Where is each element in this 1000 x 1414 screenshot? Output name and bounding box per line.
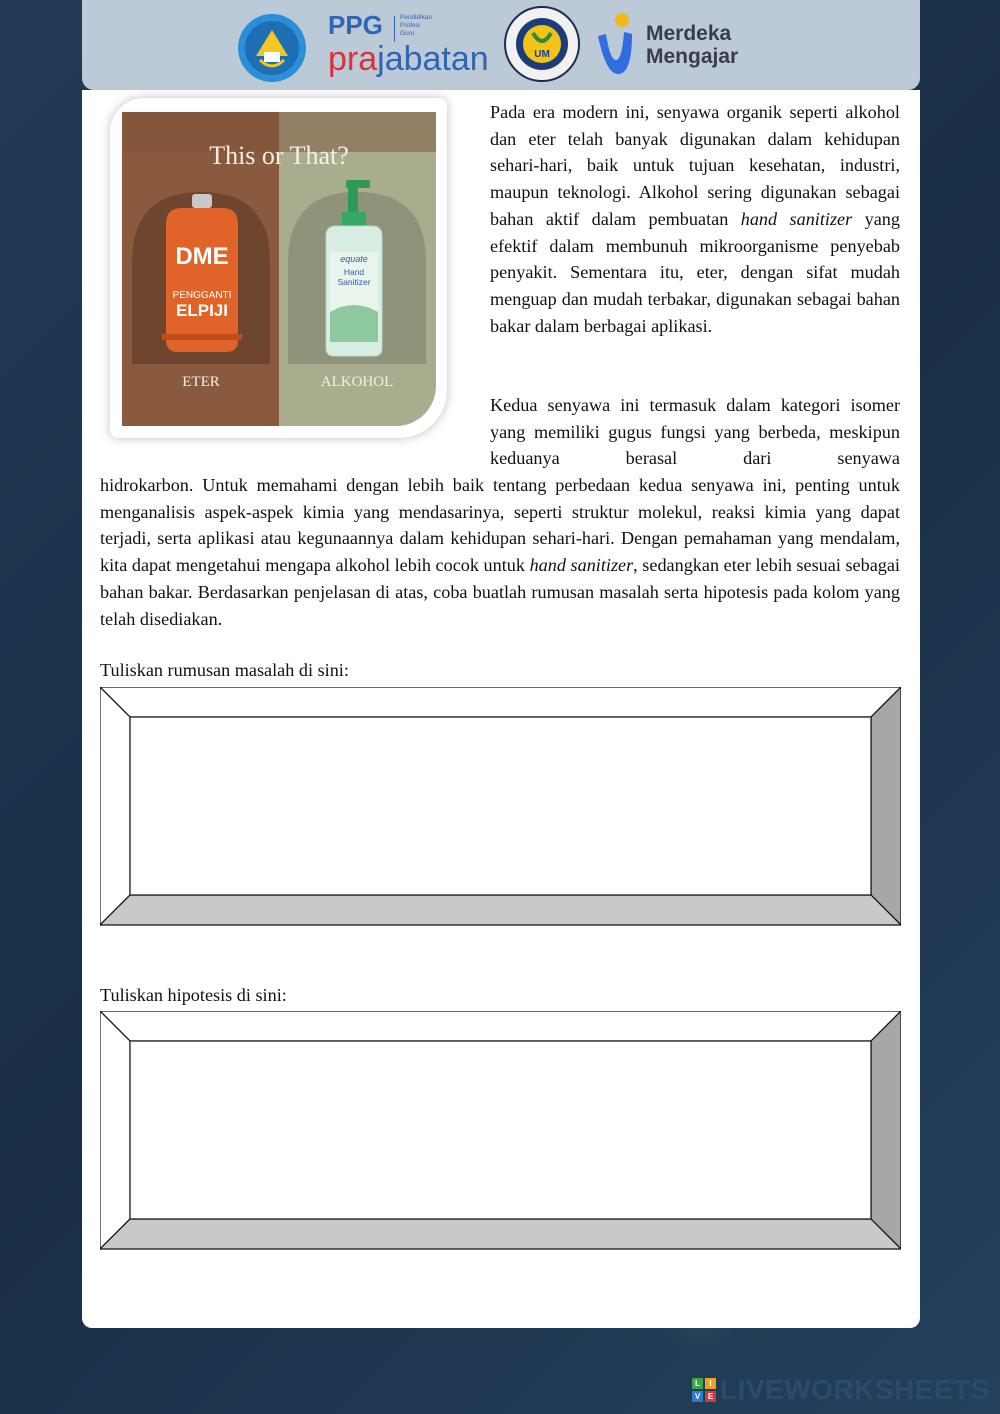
hipotesis-label: Tuliskan hipotesis di sini:: [100, 985, 287, 1005]
ppg-small-1: Pendidikan: [400, 14, 433, 21]
dme-label: DME: [175, 243, 229, 270]
p2-text-a: Kedua senyawa ini termasuk dalam kategori isomer yang memiliki gugus fungsi yang berbeda, meskipun keduanya berasal dari senyawa: [490, 395, 900, 469]
tile-e: E: [705, 1391, 716, 1402]
paragraph-isomer-continued: [100, 472, 900, 632]
p2-italic: hand sanitizer: [529, 555, 634, 576]
equate-label: equate: [340, 254, 368, 264]
um-initials: UM: [534, 49, 550, 60]
paragraph-isomer-start: [490, 392, 900, 472]
ppg-divider: [394, 16, 395, 42]
rumusan-input[interactable]: [133, 720, 872, 896]
tile-i: I: [705, 1378, 716, 1389]
ppg-small-2: Profesi: [400, 22, 421, 29]
p1-text-a: Pada era modern ini, senyawa organik seperti alkohol dan eter telah banyak digunakan dalam kehidupan sehari-hari, baik untuk tujuan kesehatan, industri, maupun teknologi. Alkohol sering digunakan sebagai bahan aktif dalam pembuatan: [490, 102, 900, 229]
p1-text-b: yang efektif dalam membunuh mikroorganisme penyebab penyakit. Sementara itu, eter, dengan sifat mudah menguap dan mudah terbakar, digunakan sebagai bahan bakar dalam berbagai aplikasi.: [490, 208, 900, 336]
pra-text: pra: [328, 40, 378, 78]
hipotesis-input[interactable]: [133, 1044, 872, 1220]
jabatan-text: jabatan: [377, 40, 489, 78]
illustration-title: This or That?: [209, 141, 349, 170]
liveworksheets-logo: [692, 1372, 992, 1406]
hand-label: Hand: [343, 267, 365, 277]
elpiji-label: ELPIJI: [176, 301, 228, 320]
rumusan-label: Tuliskan rumusan masalah di sini:: [100, 660, 349, 680]
p2-text-c: , sedangkan eter lebih sesuai sebagai bahan bakar. Berdasarkan penjelasan di atas, coba buatlah rumusan masalah serta hipotesis pada kolom yang telah disediakan.: [100, 555, 900, 629]
p1-italic: hand sanitizer: [740, 208, 853, 229]
university-seal-logo: [503, 5, 581, 83]
merdeka-figure-icon: [592, 12, 640, 78]
ppg-small-3: Guru: [400, 30, 415, 37]
illustration-this-or-that: [122, 112, 436, 426]
ppg-text: PPG: [328, 10, 383, 40]
eter-caption: ETER: [182, 374, 220, 390]
illustration-graphic: [122, 112, 436, 426]
tile-v: V: [692, 1391, 703, 1402]
paragraph-intro: [490, 99, 900, 339]
alkohol-caption: ALKOHOL: [320, 374, 394, 390]
merdeka-line1: Merdeka: [646, 22, 732, 45]
pengganti-label: PENGGANTI: [172, 290, 232, 301]
p2-text-b: hidrokarbon. Untuk memahami dengan lebih baik tentang perbedaan kedua senyawa ini, penting untuk menganalisis aspek-aspek kimia yang mendasarinya, seperti struktur molekul, reaksi kimia yang dapat terjadi, serta aplikasi atau kegunaannya dalam kehidupan sehari-hari. Dengan pemahaman yang mendalam, kita dapat mengetahui mengapa alkohol lebih cocok untuk: [100, 475, 900, 576]
liveworksheets-text: LIVEWORKSHEETS: [720, 1374, 990, 1405]
header-banner: [82, 0, 920, 90]
merdeka-line2: Mengajar: [646, 45, 739, 68]
tut-wuri-handayani-logo: [236, 12, 308, 84]
tile-l: L: [692, 1378, 703, 1389]
rumusan-answer-box: [100, 687, 901, 926]
hipotesis-answer-box: [100, 1011, 901, 1250]
merdeka-mengajar-logo: [592, 12, 762, 78]
sanitizer-label: Sanitizer: [337, 277, 371, 287]
ppg-prajabatan-logo: [328, 10, 498, 82]
